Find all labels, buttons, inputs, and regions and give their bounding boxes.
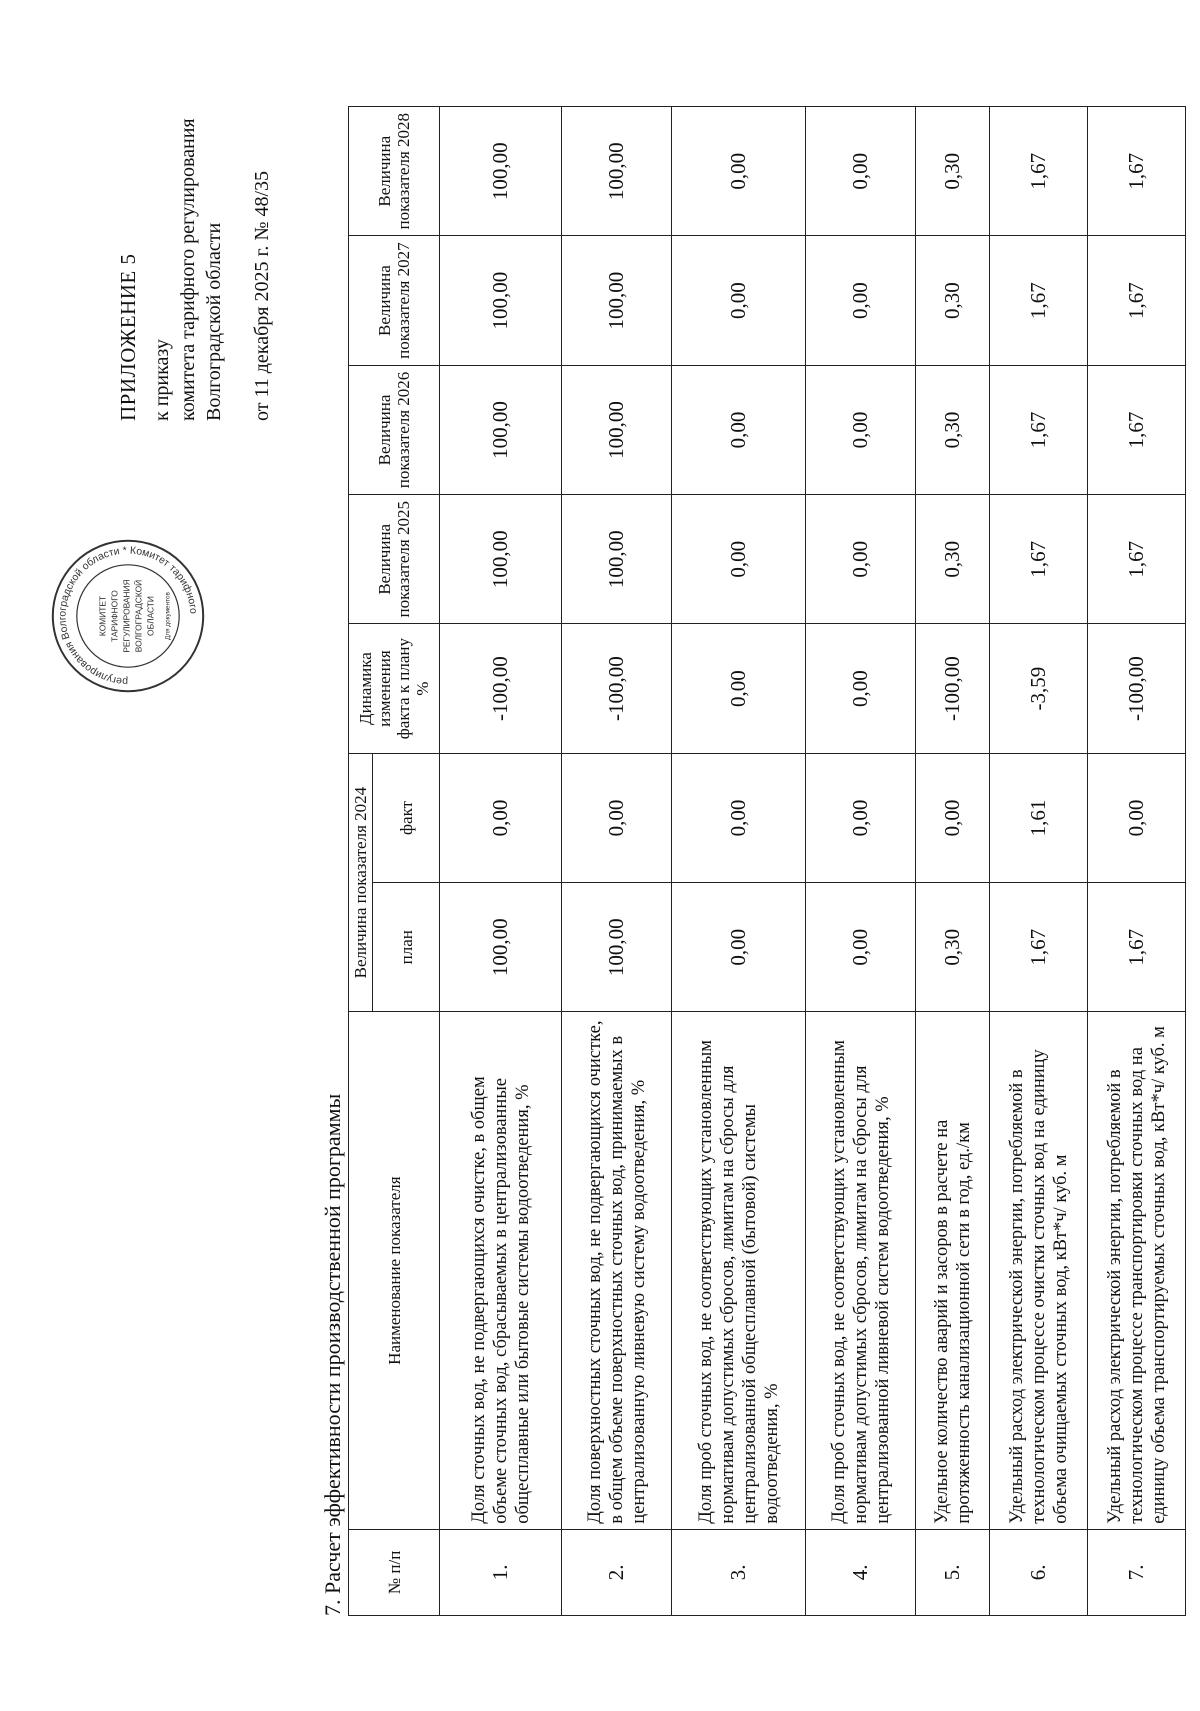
header-2026: Величина показателя 2026: [349, 365, 440, 494]
row-2025: 1,67: [1088, 495, 1186, 624]
row-name: Доля поверхностных сточных вод, не подвергающихся очистке, в общем объеме поверхностных сточных вод, принимаемых в централизованную ливневую систему водоотведения, %: [562, 1012, 672, 1529]
row-plan: 100,00: [562, 883, 672, 1012]
header-plan: план: [373, 883, 440, 1012]
row-fact: 0,00: [672, 753, 806, 882]
row-2028: 100,00: [562, 107, 672, 236]
row-2025: 1,67: [990, 495, 1088, 624]
row-2026: 1,67: [1088, 365, 1186, 494]
stamp-footer: Для документов: [164, 592, 172, 640]
row-2027: 1,67: [990, 236, 1088, 365]
row-2027: 0,00: [806, 236, 916, 365]
row-dynamics: -100,00: [440, 624, 562, 753]
row-2026: 100,00: [440, 365, 562, 494]
row-plan: 100,00: [440, 883, 562, 1012]
row-dynamics: -100,00: [1088, 624, 1186, 753]
row-fact: 0,00: [1088, 753, 1186, 882]
row-dynamics: 0,00: [672, 624, 806, 753]
row-name: Удельный расход электрической энергии, потребляемой в технологическом процессе транспортировки сточных вод на единицу объема транспортируемых сточных вод, кВт*ч/ куб. м: [1088, 1012, 1186, 1529]
header-row-1: [349, 107, 373, 1616]
stamp-line-4: ВОЛГОГРАДСКОЙ: [133, 579, 144, 653]
header-num: № п/п: [349, 1529, 440, 1615]
header-name: Наименование показателя: [349, 1012, 440, 1529]
appendix-date: от 11 декабря 2025 г. № 48/35: [251, 170, 273, 421]
row-plan: 0,30: [916, 883, 990, 1012]
row-2028: 1,67: [990, 107, 1088, 236]
official-stamp: [48, 536, 208, 696]
row-2028: 0,30: [916, 107, 990, 236]
row-dynamics: -100,00: [562, 624, 672, 753]
row-2026: 100,00: [562, 365, 672, 494]
row-fact: 0,00: [562, 753, 672, 882]
table-row: [806, 107, 916, 1616]
row-2027: 100,00: [440, 236, 562, 365]
row-num: 6.: [990, 1529, 1088, 1615]
row-fact: 1,61: [990, 753, 1088, 882]
row-fact: 0,00: [440, 753, 562, 882]
row-name: Удельный расход электрической энергии, потребляемой в технологическом процессе очистки сточных вод на единицу объема очищаемых сточных вод, кВт*ч/ куб. м: [990, 1012, 1088, 1529]
row-fact: 0,00: [806, 753, 916, 882]
row-2028: 0,00: [806, 107, 916, 236]
row-2025: 100,00: [562, 495, 672, 624]
table-row: [916, 107, 990, 1616]
row-name: Доля проб сточных вод, не соответствующих установленным нормативам допустимых сбросов, лимитам на сбросы для централизованной общесплавной (бытовой) системы водоотведения, %: [672, 1012, 806, 1529]
row-fact: 0,00: [916, 753, 990, 882]
row-name: Доля проб сточных вод, не соответствующих установленным нормативам допустимых сбросов, лимитам на сбросы для централизованной ливневой систем водоотведения, %: [806, 1012, 916, 1529]
section-title: 7. Расчет эффективности производственной программы: [320, 1093, 345, 1616]
row-2027: 0,00: [672, 236, 806, 365]
row-2028: 100,00: [440, 107, 562, 236]
row-dynamics: -3,59: [990, 624, 1088, 753]
row-num: 2.: [562, 1529, 672, 1615]
row-num: 7.: [1088, 1529, 1186, 1615]
row-plan: 0,00: [672, 883, 806, 1012]
header-fact: факт: [373, 753, 440, 882]
row-2028: 0,00: [672, 107, 806, 236]
row-2026: 0,00: [806, 365, 916, 494]
header-dynamics: Динамика изменения факта к плану %: [349, 624, 440, 753]
row-dynamics: 0,00: [806, 624, 916, 753]
table-row: [440, 107, 562, 1616]
stamp-line-5: ОБЛАСТИ: [145, 596, 156, 636]
table-row: [1088, 107, 1186, 1616]
row-2025: 0,00: [806, 495, 916, 624]
row-2026: 0,00: [672, 365, 806, 494]
header-2024: Величина показателя 2024: [349, 753, 373, 1012]
row-2026: 1,67: [990, 365, 1088, 494]
appendix-title: ПРИЛОЖЕНИЕ 5: [116, 253, 140, 421]
row-2027: 0,30: [916, 236, 990, 365]
header-2028: Величина показателя 2028: [349, 107, 440, 236]
row-num: 1.: [440, 1529, 562, 1615]
header-2025: Величина показателя 2025: [349, 495, 440, 624]
row-2025: 0,30: [916, 495, 990, 624]
row-num: 5.: [916, 1529, 990, 1615]
row-num: 3.: [672, 1529, 806, 1615]
stamp-outer-text: регулирования Волгоградской области * Комитет тарифного: [57, 545, 199, 687]
header-2027: Величина показателя 2027: [349, 236, 440, 365]
row-name: Удельное количество аварий и засоров в расчете на протяженность канализационной сети в год, ед./км: [916, 1012, 990, 1529]
table-row: [562, 107, 672, 1616]
row-2025: 100,00: [440, 495, 562, 624]
row-num: 4.: [806, 1529, 916, 1615]
appendix-line-2: комитета тарифного регулирования: [177, 118, 199, 421]
row-plan: 0,00: [806, 883, 916, 1012]
table-row: [990, 107, 1088, 1616]
appendix-line-1: к приказу: [151, 339, 173, 421]
appendix-block: [115, 118, 275, 421]
efficiency-table: [348, 106, 1186, 1616]
row-2027: 100,00: [562, 236, 672, 365]
row-plan: 1,67: [1088, 883, 1186, 1012]
row-2026: 0,30: [916, 365, 990, 494]
row-dynamics: -100,00: [916, 624, 990, 753]
row-2028: 1,67: [1088, 107, 1186, 236]
stamp-line-3: РЕГУЛИРОВАНИЯ: [121, 579, 132, 653]
appendix-line-3: Волгоградской области: [203, 222, 225, 421]
stamp-line-1: КОМИТЕТ: [97, 595, 108, 637]
row-name: Доля сточных вод, не подвергающихся очистке, в общем объеме сточных вод, сбрасываемых в централизованные общесплавные или бытовые системы водоотведения, %: [440, 1012, 562, 1529]
stamp-line-2: ТАРИФНОГО: [109, 590, 120, 642]
row-2025: 0,00: [672, 495, 806, 624]
table-row: [672, 107, 806, 1616]
row-2027: 1,67: [1088, 236, 1186, 365]
row-plan: 1,67: [990, 883, 1088, 1012]
